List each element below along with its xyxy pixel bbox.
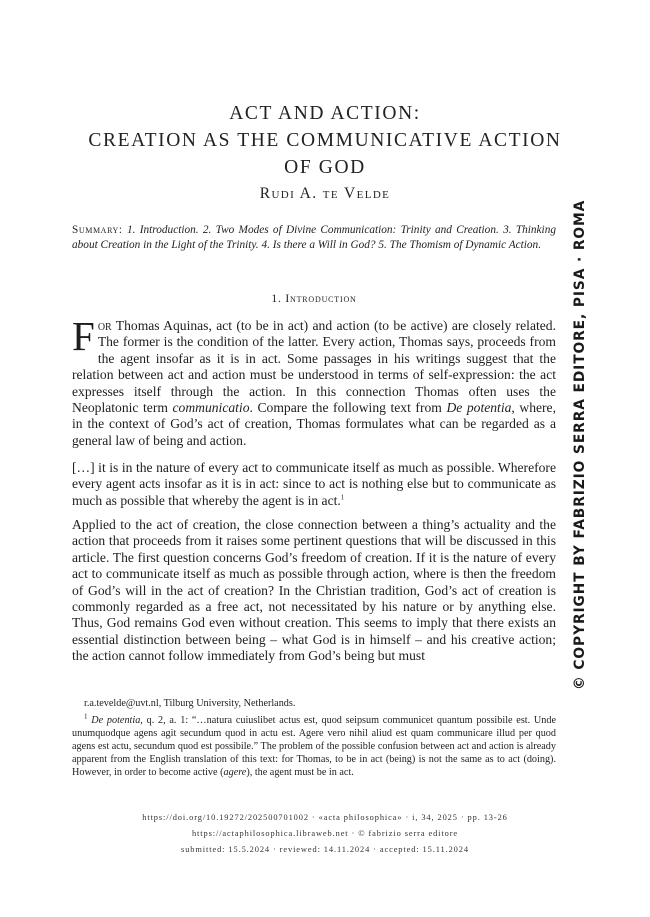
summary-items: 1. Introduction. 2. Two Modes of Divine Communication: Trinity and Creation. 3. Thinking about Creation in the Light of the Trinity. 4. Is there a Will in God? 5. The Thomism of Dynamic Action. [72, 224, 556, 251]
footnote-1-text-b: ), the agent must be in act. [246, 767, 354, 778]
copyright-notice: © COPYRIGHT BY FABRIZIO SERRA EDITORE, PISA · ROMA [572, 199, 588, 690]
footnote-1-italic: De potentia [91, 715, 141, 726]
drop-cap: F [72, 313, 95, 359]
paragraph-2: Applied to the act of creation, the close connection between a thing’s actuality and the action that proceeds from it raises some pertinent questions that will be discussed in this article. The first question concerns God’s freedom of creation. If it is the nature of every act to communicate itself as much as possible through action, where is then the freedom of God’s will in the act of creation? In the Christian tradition, God’s act of creation is commonly regarded as a free act, not necessitated by his nature or by anything else. Thus, God remains God even without creation. This seems to imply that there exists an essential distinction between being – what God is in himself – and his creative action; the action cannot follow immediately from God’s being but must [72, 517, 556, 664]
block-quote [72, 460, 556, 509]
paragraph-1-italic-2: De potentia [446, 400, 512, 416]
article-title [72, 100, 578, 181]
footer-website-line: https://actaphilosophica.libraweb.net · © fabrizio serra editore [191, 829, 459, 838]
footer-doi-line: https://doi.org/10.19272/202500701002 · «acta philosophica» · i, 34, 2025 · pp. 13-26 [142, 813, 508, 822]
paragraph-1-text-a: Thomas Aquinas, act (to be in act) and action (to be active) are closely related. The former is the condition of the latter. Every action, Thomas says, proceeds from the agent insofar as it is in act. Some passages in his writings suggest that the relation between act and action must be understood in terms of self-expression: the act expresses itself through the action. In this connection Thomas often uses the Neoplatonic term [72, 318, 556, 416]
title-line-3: OF GOD [284, 157, 366, 178]
summary [72, 223, 556, 253]
paragraph-1 [72, 313, 556, 449]
quote-text: […] it is in the nature of every act to communicate itself as much as possible. Wherefore every agent acts insofar as it is in act: since to act is nothing else but to communicate as much as possible that whereby the agent is in act. [72, 460, 556, 508]
footnote-1-italic-2: agere [223, 767, 247, 778]
title-line-1: ACT AND ACTION: [229, 103, 421, 124]
footnote-1-text-a: , q. 2, a. 1: “…natura cuiuslibet actus est, quod seipsum communicet quantum possibile est. Unde unumquodque agens agit secundum quod in actu est. Agere vero nihil aliud est quam communicare illud per quod agens est actu, secundum quod est possibile.” The problem of the possible confusion between act and action is already apparent from the English translation of this text: for Thomas, to be in act (being) is not the same as to act (doing). However, in order to become active ( [72, 715, 556, 778]
paragraph-1-italic-1: communicatio [172, 400, 250, 416]
section-heading: 1. Introduction [271, 292, 357, 305]
footnote-ref-1[interactable]: 1 [340, 493, 345, 502]
paragraph-1-text-b: . Compare the following text from [249, 400, 447, 416]
summary-label: Summary: [72, 224, 123, 236]
author-affiliation-note: r.a.tevelde@uvt.nl, Tilburg University, Netherlands. [84, 698, 296, 709]
footnote-1-mark: 1 [84, 712, 88, 721]
paragraph-1-smallcaps: or [97, 318, 112, 333]
title-line-2: CREATION AS THE COMMUNICATIVE ACTION [88, 130, 562, 151]
paragraph-1-text-c: , where, in the context of God’s act of creation, Thomas formulates what can be regarded as a general law of being and action. [72, 400, 556, 448]
footer-dates-line: submitted: 15.5.2024 · reviewed: 14.11.2024 · accepted: 15.11.2024 [181, 845, 469, 854]
footnotes [72, 697, 556, 779]
author-name: Rudi A. te Velde [259, 185, 391, 202]
footnote-1 [72, 714, 556, 779]
